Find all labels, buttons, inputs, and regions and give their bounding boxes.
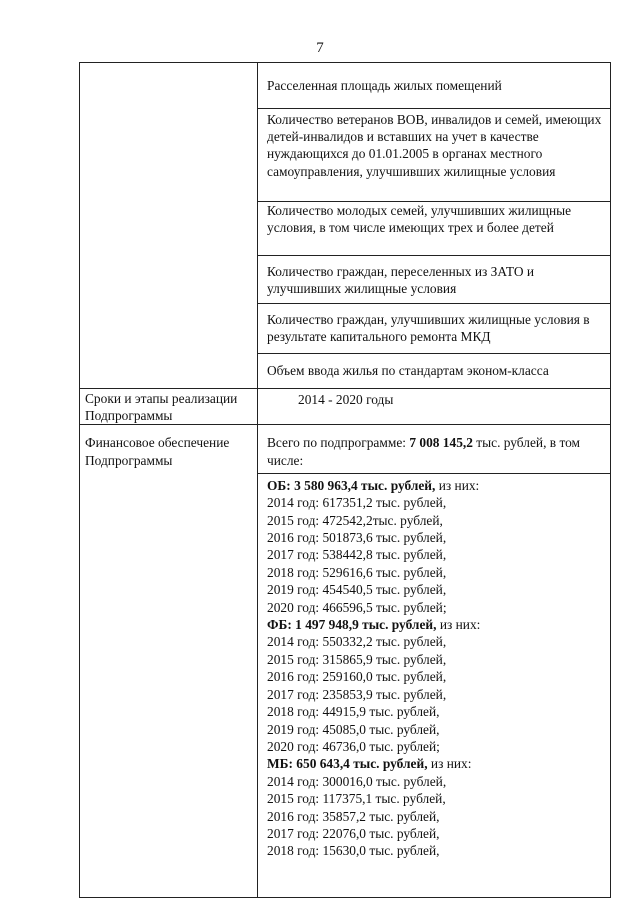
source-ob-year: 2018 год: 529616,6 тыс. рублей,	[267, 564, 447, 580]
source-mb-title: МБ: 650 643,4 тыс. рублей,	[267, 756, 428, 772]
source-mb-year: 2014 год: 300016,0 тыс. рублей,	[267, 773, 447, 789]
source-ob-title: ОБ: 3 580 963,4 тыс. рублей,	[267, 477, 436, 493]
source-fb-heading	[267, 616, 604, 633]
financing-total-suffix: тыс. рублей, в том числе:	[267, 435, 581, 468]
source-mb-year: 2018 год: 15630,0 тыс. рублей,	[267, 843, 440, 859]
passport-table	[79, 62, 611, 898]
source-ob-year: 2019 год: 454540,5 тыс. рублей,	[267, 582, 447, 598]
source-ob-year: 2014 год: 617351,2 тыс. рублей,	[267, 495, 447, 511]
source-mb-suffix: из них:	[427, 756, 472, 772]
source-fb-title: ФБ: 1 497 948,9 тыс. рублей,	[267, 617, 437, 633]
source-ob-year: 2016 год: 501873,6 тыс. рублей,	[267, 530, 447, 546]
source-ob-year: 2015 год: 472542,2тыс. рублей,	[267, 512, 443, 528]
page-number: 7	[316, 40, 324, 56]
source-ob-year: 2017 год: 538442,8 тыс. рублей,	[267, 547, 447, 563]
indicators-row	[80, 63, 611, 389]
financing-total-row	[80, 425, 611, 473]
source-ob-suffix: из них:	[435, 477, 480, 493]
source-ob-year: 2020 год: 466596,5 тыс. рублей;	[267, 599, 447, 615]
indicator-item: Объем ввода жилья по стандартам эконом-класса	[267, 363, 549, 378]
indicator-item: Количество граждан, улучшивших жилищные условия в результате капитального ремонта МКД	[258, 304, 610, 354]
source-fb-year: 2019 год: 45085,0 тыс. рублей,	[267, 721, 440, 737]
source-mb-year: 2016 год: 35857,2 тыс. рублей,	[267, 808, 440, 824]
source-fb-year: 2016 год: 259160,0 тыс. рублей,	[267, 669, 447, 685]
indicators-right-cell	[258, 63, 611, 389]
source-fb-year: 2020 год: 46736,0 тыс. рублей;	[267, 738, 440, 754]
financing-details	[258, 473, 611, 897]
indicator-item: Количество молодых семей, улучшивших жилищные условия, в том числе имеющих трех и более детей	[258, 202, 610, 256]
source-ob-heading	[267, 477, 604, 494]
financing-total-amount: 7 008 145,2	[409, 435, 473, 451]
source-fb-year: 2015 год: 315865,9 тыс. рублей,	[267, 651, 447, 667]
indicator-item: Количество граждан, переселенных из ЗАТО и улучшивших жилищные условия	[258, 256, 610, 304]
source-mb-year: 2015 год: 117375,1 тыс. рублей,	[267, 791, 446, 807]
timeline-value: 2014 - 2020 годы	[258, 389, 611, 425]
source-mb-year: 2017 год: 22076,0 тыс. рублей,	[267, 825, 440, 841]
financing-total	[258, 425, 611, 473]
source-fb-year: 2018 год: 44915,9 тыс. рублей,	[267, 704, 440, 720]
indicators-list	[258, 63, 610, 388]
timeline-label: Сроки и этапы реализации Подпрограммы	[80, 389, 258, 425]
financing-label: Финансовое обеспечение Подпрограммы	[80, 425, 258, 897]
financing-total-prefix: Всего по подпрограмме:	[267, 435, 410, 451]
timeline-row	[80, 389, 611, 425]
indicator-item: Расселенная площадь жилых помещений	[258, 63, 610, 109]
source-fb-year: 2017 год: 235853,9 тыс. рублей,	[267, 686, 447, 702]
indicators-left-cell	[80, 63, 258, 389]
source-mb-heading	[267, 755, 604, 772]
source-fb-suffix: из них:	[436, 617, 481, 633]
source-fb-year: 2014 год: 550332,2 тыс. рублей,	[267, 634, 447, 650]
indicator-item: Количество ветеранов ВОВ, инвалидов и семей, имеющих детей-инвалидов и вставших на учет в качестве нуждающихся до 01.01.2005 в органах местного самоуправления, улучшивших жилищные условия	[258, 109, 610, 202]
